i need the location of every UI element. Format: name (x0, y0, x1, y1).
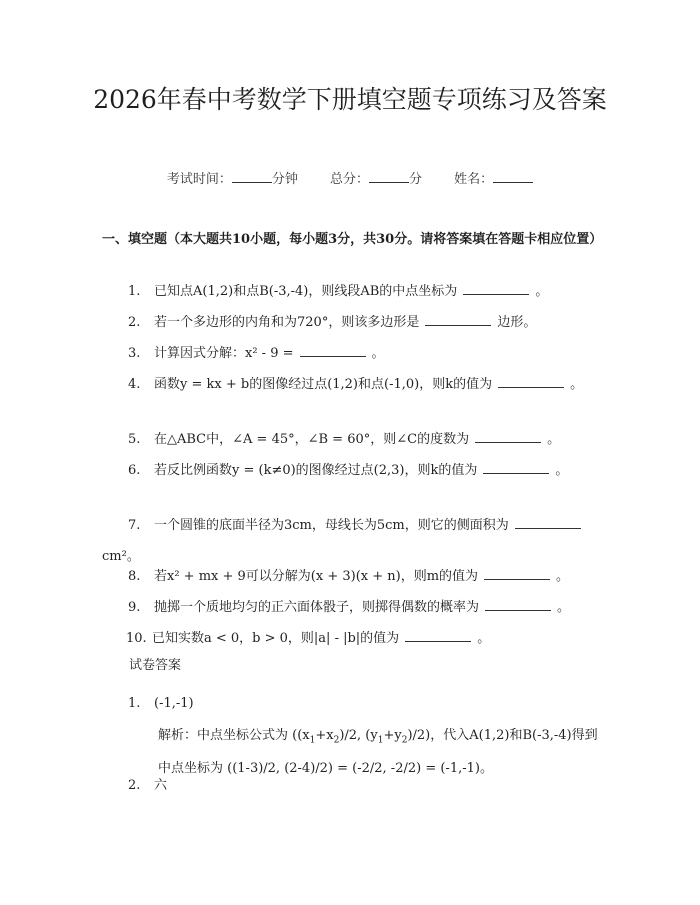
exam-time-field (167, 168, 298, 187)
total-score-unit: 分 (409, 172, 423, 187)
question-text: 已知实数a < 0，b > 0，则|a| - |b|的值为 (152, 631, 400, 646)
answer-number: 2. (128, 778, 141, 793)
question-5 (102, 424, 600, 455)
question-text: 在△ABC中，∠A = 45°，∠B = 60°，则∠C的度数为 (154, 432, 470, 447)
question-text: 若x² + mx + 9可以分解为(x + 3)(x + n)，则m的值为 (154, 569, 479, 584)
question-text: 已知点A(1,2)和点B(-3,-4)，则线段AB的中点坐标为 (154, 284, 458, 299)
answer-blank (515, 516, 581, 529)
question-2 (102, 307, 600, 338)
question-suffix: cm²。 (102, 549, 140, 564)
student-name-blank (493, 170, 533, 183)
answer-1 (102, 690, 600, 717)
question-suffix: 。 (477, 631, 491, 646)
question-8 (102, 561, 600, 592)
page-title: 2026年春中考数学下册填空题专项练习及答案 (93, 85, 607, 114)
question-number: 4. (128, 377, 141, 392)
answer-blank (483, 461, 549, 474)
subscript: 2 (401, 735, 408, 746)
total-score-field (330, 168, 422, 187)
answer-value: (-1,-1) (154, 696, 194, 711)
question-suffix: 。 (371, 346, 385, 361)
question-suffix: 。 (557, 600, 571, 615)
answer-2 (102, 772, 600, 799)
question-text: 若反比例函数y = (k≠0)的图像经过点(2,3)，则k的值为 (154, 463, 478, 478)
answer-blank (300, 344, 366, 357)
question-text: 一个圆锥的底面半径为3cm，母线长为5cm，则它的侧面积为 (154, 518, 509, 533)
question-number: 7. (128, 518, 141, 533)
exam-time-unit: 分钟 (271, 172, 298, 187)
answer-blank (405, 629, 471, 642)
question-4 (102, 369, 600, 400)
answers-heading: 试卷答案 (129, 658, 182, 673)
subscript: 1 (377, 735, 384, 746)
question-10 (102, 623, 600, 654)
question-3 (102, 338, 600, 369)
question-suffix: 。 (555, 463, 569, 478)
question-number: 10. (126, 631, 147, 646)
subscript: 1 (309, 735, 316, 746)
question-suffix: 。 (547, 432, 561, 447)
answer-blank (485, 598, 551, 611)
answer-number: 1. (128, 696, 141, 711)
subscript: 2 (333, 735, 340, 746)
answer-blank (425, 313, 491, 326)
question-number: 9. (128, 600, 141, 615)
exam-time-blank (232, 170, 272, 183)
question-suffix: 。 (535, 284, 549, 299)
question-number: 6. (128, 463, 141, 478)
explanation-text: )/2, (y (339, 728, 378, 743)
question-number: 1. (128, 284, 141, 299)
question-suffix: 。 (556, 569, 570, 584)
explanation-text: +y (383, 728, 402, 743)
exam-info-bar (0, 168, 700, 187)
explanation-text: )/2)，代入A(1,2)和B(-3,-4)得到中点坐标为 ((1-3)/2, (2-4)/2) = (-2/2, -2/2) = (-1,-1)。 (158, 728, 598, 776)
question-number: 3. (128, 346, 141, 361)
question-suffix: 边形。 (497, 315, 537, 330)
question-text: 计算因式分解：x² - 9 = (154, 346, 294, 361)
answer-blank (484, 567, 550, 580)
total-score-blank (369, 170, 409, 183)
total-score-label: 总分： (329, 172, 369, 187)
explanation-text: 解析：中点坐标公式为 ((x (158, 728, 310, 743)
question-number: 2. (128, 315, 141, 330)
answer-blank (498, 375, 564, 388)
question-text: 函数y = kx + b的图像经过点(1,2)和点(-1,0)，则k的值为 (154, 377, 493, 392)
answer-blank (475, 430, 541, 443)
question-number: 5. (128, 432, 141, 447)
question-9 (102, 592, 600, 623)
question-number: 8. (128, 569, 141, 584)
question-1 (102, 276, 600, 307)
section-heading: 一、填空题（本大题共10小题，每小题3分，共30分。请将答案填在答题卡相应位置） (102, 232, 603, 247)
question-suffix: 。 (570, 377, 584, 392)
question-text: 抛掷一个质地均匀的正六面体骰子，则掷得偶数的概率为 (154, 600, 480, 615)
exam-time-label: 考试时间： (166, 172, 232, 187)
answer-value: 六 (154, 778, 168, 793)
question-text: 若一个多边形的内角和为720°，则该多边形是 (154, 315, 420, 330)
student-name-field (454, 168, 533, 187)
student-name-label: 姓名： (454, 172, 494, 187)
explanation-text: +x (315, 728, 334, 743)
answer-blank (463, 282, 529, 295)
question-6 (102, 455, 600, 486)
